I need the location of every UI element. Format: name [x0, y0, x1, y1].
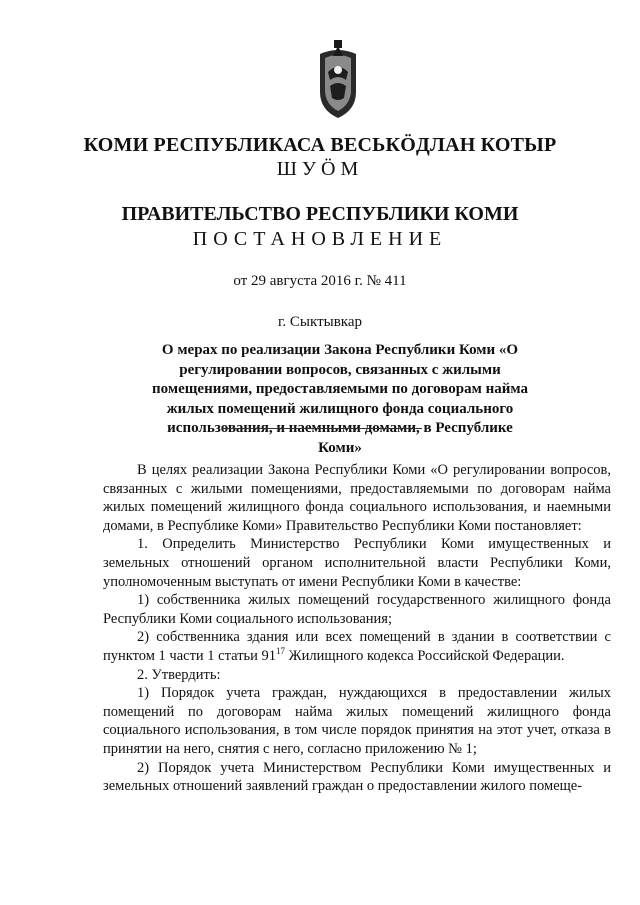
- paragraph-text: Жилищного кодекса Российской Федерации.: [285, 647, 565, 664]
- document-city: г. Сыктывкар: [277, 314, 363, 330]
- komi-government-title: КОМИ РЕСПУБЛИКАСА ВЕСЬКӦДЛАН КОТЫР: [83, 134, 557, 156]
- paragraph: 2) Порядок учета Министерством Республики Коми имущественных и земельных отношений заявлений граждан о предоставлении жилого помеще-: [103, 759, 611, 795]
- paragraph: 1) собственника жилых помещений государственного жилищного фонда Республики Коми социального использования;: [103, 592, 611, 627]
- document-title: О мерах по реализации Закона Республики Коми «О регулировании вопросов, связанных с жилыми помещениями, предоставляемыми по договорам найма жилых помещений жилищного фонда социального использования, и наемными домами, в Республике Коми»: [152, 342, 528, 456]
- paragraph: 1) Порядок учета граждан, нуждающихся в предоставлении жилых помещений по договорам найма жилых помещений жилищного фонда социального использования, в том числе порядок принятия на этот учет, отказа в принятии на него, снятия с него, согласно приложению № 1;: [103, 685, 611, 757]
- paragraph: 1. Определить Министерство Республики Коми имущественных и земельных отношений органом исполнительной власти Республики Коми, уполномоченным выступать от имени Республики Коми в качестве:: [103, 536, 611, 590]
- document-type: ПОСТАНОВЛЕНИЕ: [192, 228, 448, 250]
- paragraph-text: 2) собственника здания или всех помещений в здании в соответствии с пунктом 1 части 1 статьи 91: [103, 629, 611, 664]
- komi-document-type: ШУӦМ: [276, 158, 364, 180]
- document-date: от 29 августа 2016 г. № 411: [233, 273, 407, 289]
- government-title: ПРАВИТЕЛЬСТВО РЕСПУБЛИКИ КОМИ: [121, 203, 519, 225]
- title-divider: [222, 428, 422, 429]
- coat-of-arms-icon: [316, 40, 360, 120]
- article-superscript: 17: [276, 646, 286, 657]
- paragraph: [103, 628, 611, 665]
- paragraph: В целях реализации Закона Республики Коми «О регулировании вопросов, связанных с жилыми помещениями, предоставляемыми по договорам найма жилых помещений жилищного фонда социального использования, и наемными домами, в Республике Коми» Правительство Республики Коми постановляет:: [103, 462, 611, 534]
- paragraph: 2. Утвердить:: [137, 666, 221, 683]
- document-body: [103, 461, 611, 796]
